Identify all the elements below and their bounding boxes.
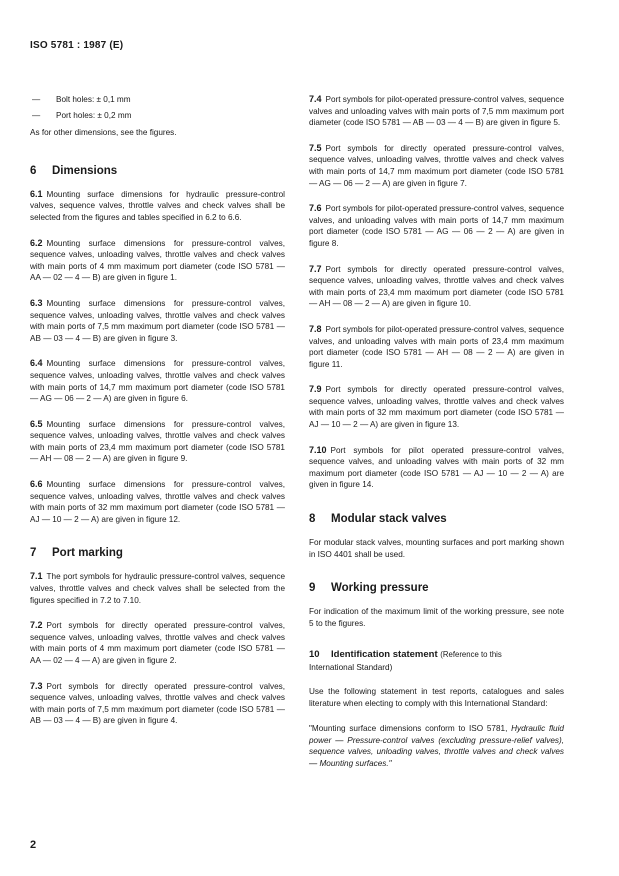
paragraph-6-1: 6.1 Mounting surface dimensions for hydraulic pressure-control valves, sequence valves, throttle valves and check valves shall be selected from the figures and tables specified in 6.2 to 6.6. — [30, 188, 285, 222]
section-10-heading: 10 Identification statement (Reference to this — [309, 649, 502, 661]
paragraph-10: Use the following statement in test reports, catalogues and sales literature when electing to comply with this International Standard: — [309, 687, 564, 708]
paragraph-8: For modular stack valves, mounting surfaces and port marking shown in ISO 4401 shall be used. — [309, 538, 564, 559]
section-6-heading: 6 Dimensions — [30, 164, 118, 177]
paragraph-7-4: 7.4 Port symbols for pilot-operated pressure-control valves, sequence valves and unloading valves with main ports of 7,5 mm maximum port diameter (code ISO 5781 — AB — 03 — 4 — B) are given in figure 5. — [309, 94, 564, 128]
paragraph-6-4: 6.4 Mounting surface dimensions for pressure-control valves, sequence valves, unloading valves, throttle valves and check valves with main ports of 14,7 mm maximum port diameter (code ISO 5781 — AG — 06 — 2 — A) are given in figure 6. — [30, 358, 285, 404]
paragraph-6-5: 6.5 Mounting surface dimensions for pressure-control valves, sequence valves, unloading valves, throttle valves and check valves with main ports of 23,4 mm maximum port diameter (code ISO 5781 — AH — 08 — 2 — A) are given in figure 9. — [30, 418, 285, 464]
paragraph-7-5: 7.5 Port symbols for directly operated pressure-control valves, sequence valves, unloading valves, throttle valves and check valves with main ports of 14,7 mm maximum port diameter (code ISO 5781 — AG — 06 — 2 — A) are given in figure 7. — [309, 142, 564, 188]
page-number: 2 — [30, 839, 37, 851]
paragraph-6-2: 6.2 Mounting surface dimensions for pressure-control valves, sequence valves, unloading valves, throttle valves and check valves with main ports of 4 mm maximum port diameter (code ISO 5781 — AA — 02 — 4 — B) are given in figure 1. — [30, 237, 285, 283]
paragraph-7-10: 7.10 Port symbols for pilot operated pressure-control valves, sequence valves, and unloading valves with main ports of 32 mm maximum port diameter (code ISO 5781 — AJ — 10 — 2 — A) are given in figure 14. — [309, 444, 564, 490]
document-header: ISO 5781 : 1987 (E) — [30, 40, 124, 51]
section-9-heading: 9 Working pressure — [309, 582, 429, 595]
port-holes-tolerance: — Port holes: ± 0,2 mm — [32, 110, 132, 120]
paragraph-6-3: 6.3 Mounting surface dimensions for pressure-control valves, sequence valves, unloading valves, throttle valves and check valves with main ports of 7,5 mm maximum port diameter (code ISO 5781 — AB — 03 — 4 — B) are given in figure 3. — [30, 297, 285, 343]
paragraph-7-1: 7.1 The port symbols for hydraulic pressure-control valves, sequence valves, throttle valves and check valves shall be selected from the figures specified in 7.2 to 7.10. — [30, 571, 285, 605]
bolt-holes-tolerance: — Bolt holes: ± 0,1 mm — [32, 95, 131, 104]
paragraph-9: For indication of the maximum limit of the working pressure, see note 5 to the figures. — [309, 607, 564, 628]
paragraph-7-2: 7.2 Port symbols for directly operated pressure-control valves, sequence valves, unloading valves, throttle valves and check valves with main ports of 4 mm maximum port diameter (code ISO 5781 — AA — 02 — 4 — A) are given in figure 2. — [30, 620, 285, 665]
paragraph-7-3: 7.3 Port symbols for directly operated pressure-control valves, sequence valves, unloading valves, throttle valves and check valves with main ports of 7,5 mm maximum port diameter (code ISO 5781 — AB — 03 — 4 — B) are given in figure 4. — [30, 680, 285, 726]
paragraph-7-6: 7.6 Port symbols for pilot-operated pressure-control valves, sequence valves, and unloading valves with main ports of 14,7 mm maximum port diameter (code ISO 5781 — AG — 06 — 2 — A) are given in figure 8. — [309, 203, 564, 248]
paragraph-7-9: 7.9 Port symbols for directly operated pressure-control valves, sequence valves, unloading valves, throttle valves and check valves with main ports of 32 mm maximum port diameter (code ISO 5781 — AJ — 10 — 2 — A) are given in figure 13. — [309, 384, 564, 430]
section-8-heading: 8 Modular stack valves — [309, 513, 447, 526]
section-10-reference: International Standard) — [309, 663, 393, 673]
other-dimensions-note: As for other dimensions, see the figures. — [30, 128, 177, 138]
identification-statement-quote: "Mounting surface dimensions conform to ISO 5781, Hydraulic fluid power — Pressure-control valves (excluding pressure-relief valves), sequence valves, unloading valves, throttle valves and check valves — Mounting surfaces." — [309, 724, 564, 768]
right-column — [309, 94, 564, 784]
section-7-heading: 7 Port marking — [30, 547, 123, 560]
paragraph-6-6: 6.6 Mounting surface dimensions for pressure-control valves, sequence valves, unloading valves, throttle valves and check valves with main ports of 32 mm maximum port diameter (code ISO 5781 — AJ — 10 — 2 — A) are given in figure 12. — [30, 479, 285, 524]
paragraph-7-8: 7.8 Port symbols for pilot-operated pressure-control valves, sequence valves, and unloading valves with main ports of 23,4 mm maximum port diameter (code ISO 5781 — AH — 08 — 2 — A) are given in figure 11. — [309, 323, 564, 369]
paragraph-7-7: 7.7 Port symbols for directly operated pressure-control valves, sequence valves, unloading valves, throttle valves and check valves with main ports of 23,4 mm maximum port diameter (code ISO 5781 — AH — 08 — 2 — A) are given in figure 10. — [309, 263, 564, 309]
left-column — [30, 94, 285, 741]
